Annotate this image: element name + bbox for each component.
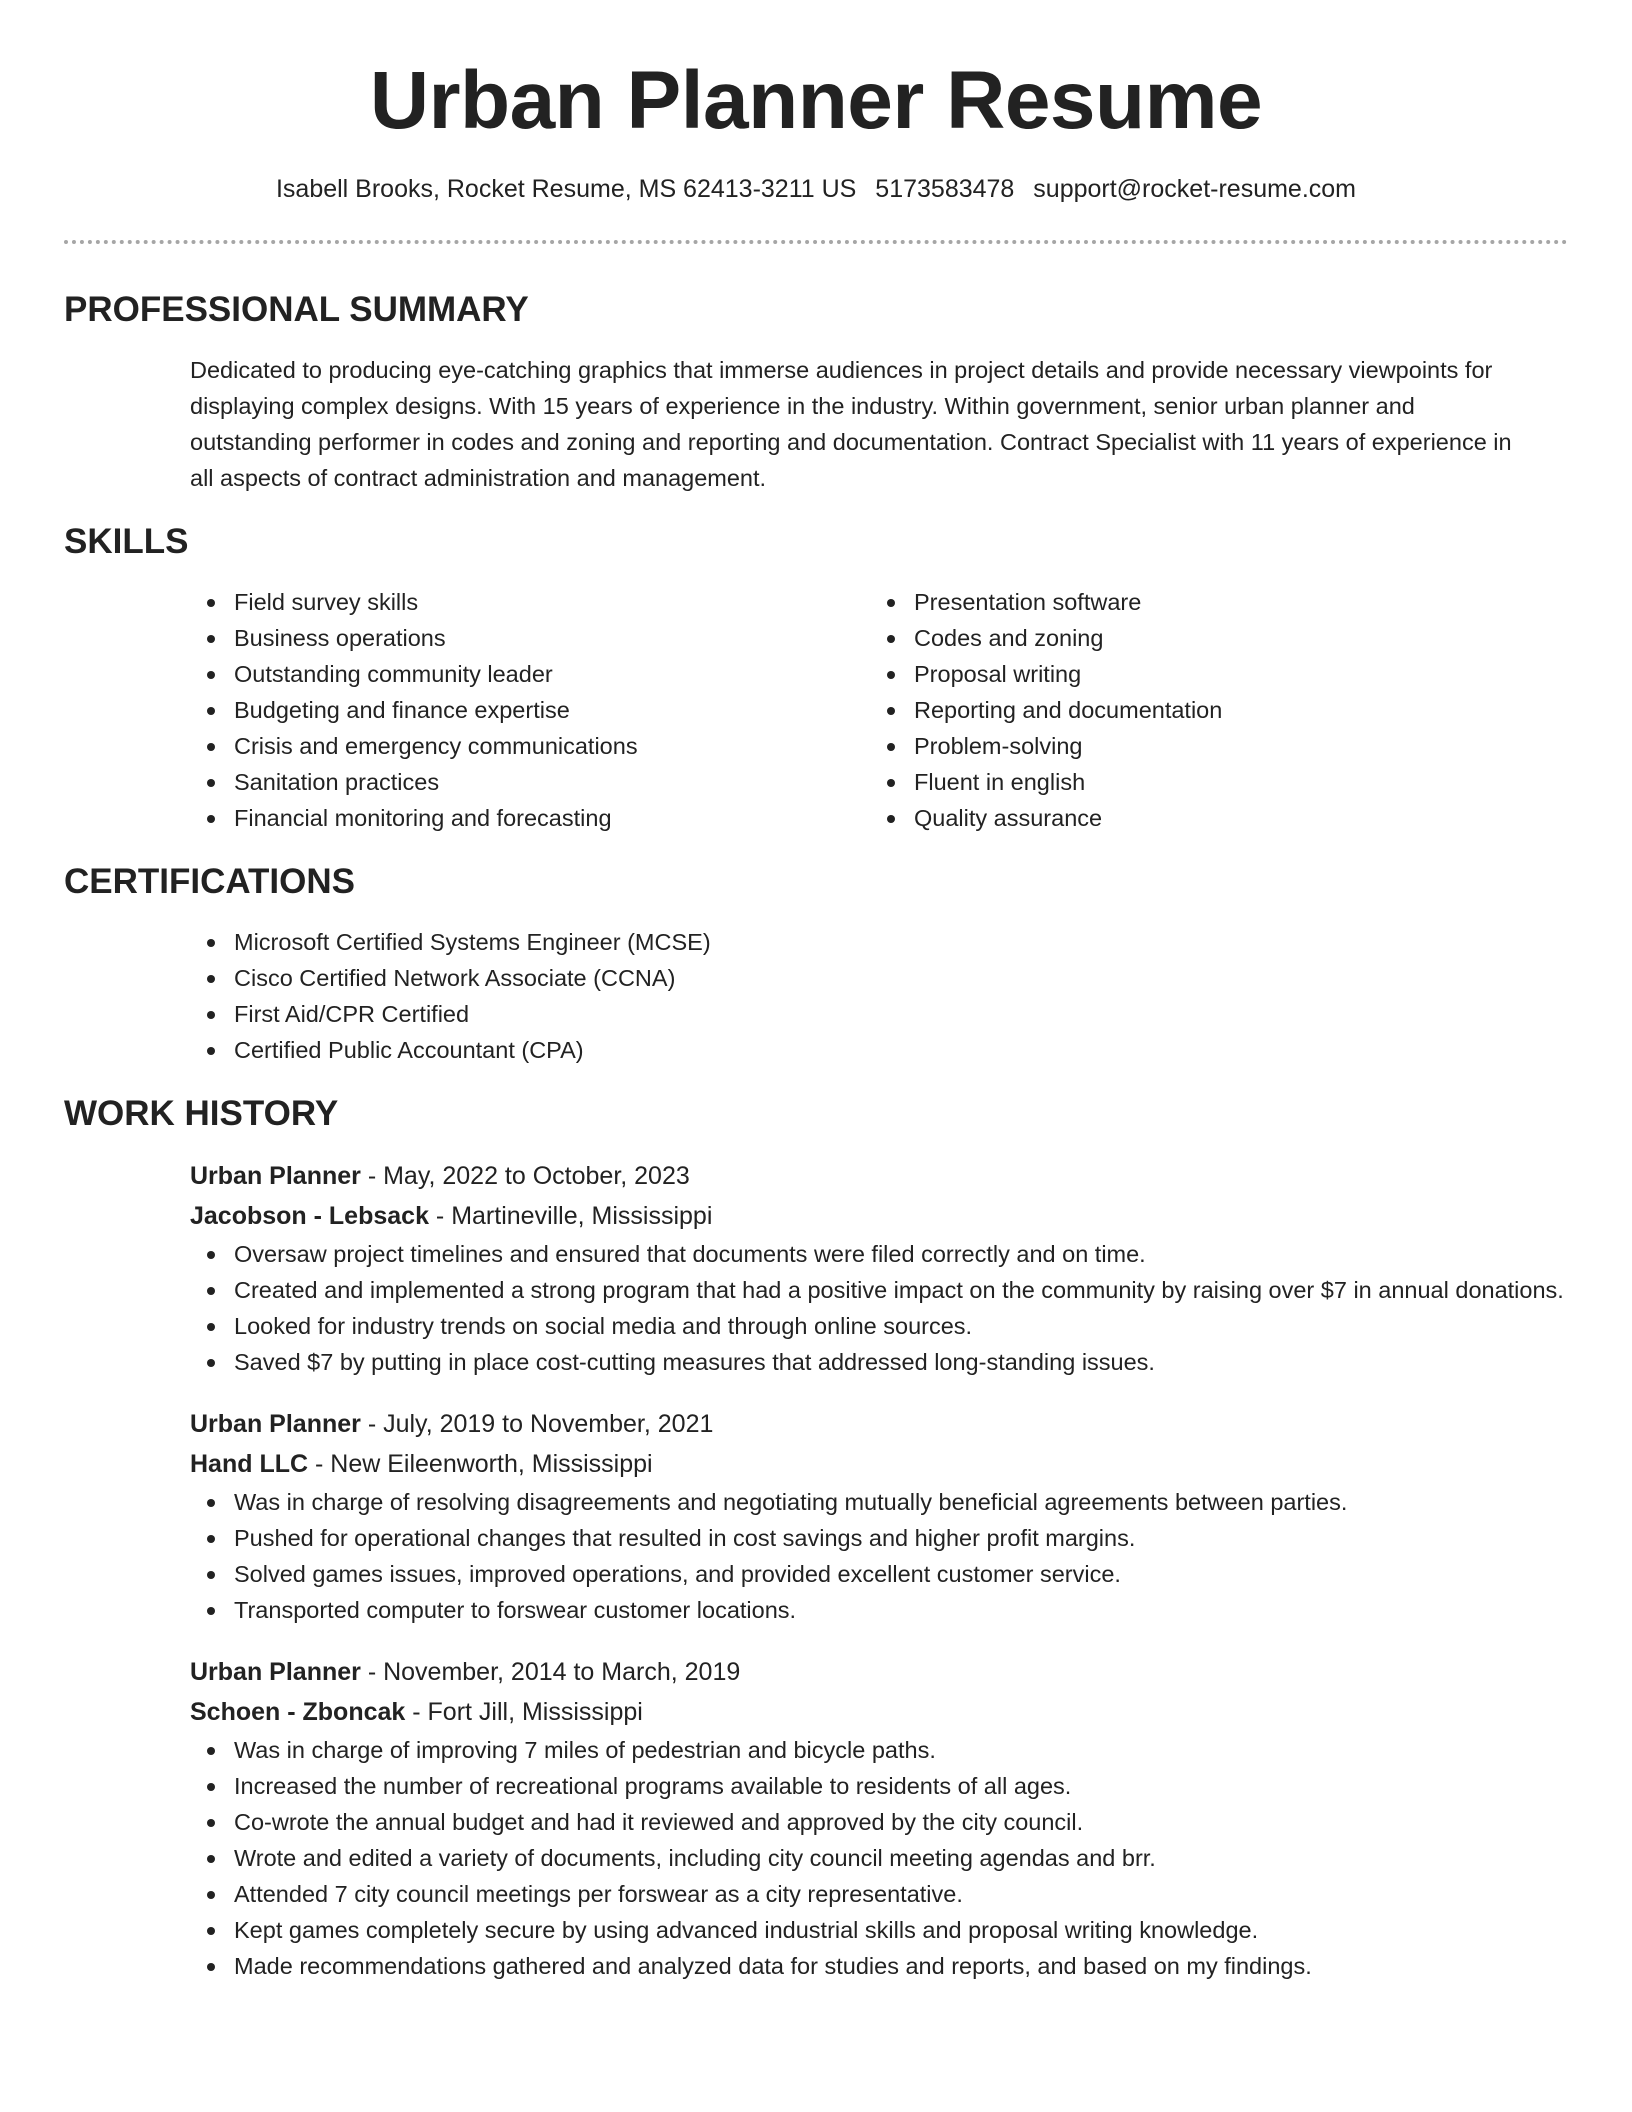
list-item: Cisco Certified Network Associate (CCNA) [190, 960, 1568, 996]
list-item: Oversaw project timelines and ensured that documents were filed correctly and on time. [190, 1236, 1568, 1272]
list-item: Codes and zoning [870, 620, 1550, 656]
skills-left-column [190, 584, 870, 836]
list-item: Fluent in english [870, 764, 1550, 800]
summary-text: Dedicated to producing eye-catching graphics that immerse audiences in project details and provide necessary viewpoints for displaying complex designs. With 15 years of experience in the industry. Within government, senior urban planner and outstanding performer in codes and zoning and reporting and documentation. Contract Specialist with 11 years of experience in all aspects of contract administration and management. [190, 357, 1512, 491]
job-title-line [190, 1404, 1568, 1444]
job-bullets [190, 1236, 1568, 1380]
list-item: Field survey skills [190, 584, 870, 620]
skills-right-column [870, 584, 1550, 836]
job-title-line [190, 1156, 1568, 1196]
job-title: Urban Planner [190, 1410, 361, 1438]
job-company: Hand LLC [190, 1450, 309, 1478]
list-item: Sanitation practices [190, 764, 870, 800]
list-item: Budgeting and finance expertise [190, 692, 870, 728]
summary-heading: PROFESSIONAL SUMMARY [64, 290, 529, 329]
contact-line [64, 175, 1568, 204]
certifications-bullets [190, 924, 1568, 1068]
list-item: Made recommendations gathered and analyzed data for studies and reports, and based on my findings. [190, 1948, 1568, 1984]
list-item: Reporting and documentation [870, 692, 1550, 728]
list-item: Presentation software [870, 584, 1550, 620]
job-entry [190, 1156, 1568, 1380]
job-location: - New Eileenworth, Mississippi [308, 1450, 653, 1478]
contact-email: support@rocket-resume.com [1033, 175, 1357, 203]
job-title-line [190, 1652, 1568, 1692]
page-title: Urban Planner Resume [369, 55, 1263, 146]
list-item: Solved games issues, improved operations, and provided excellent customer service. [190, 1556, 1568, 1592]
job-location: - Martineville, Mississippi [428, 1202, 713, 1230]
skills-heading: SKILLS [64, 522, 189, 561]
list-item: Saved $7 by putting in place cost-cutting measures that addressed long-standing issues. [190, 1344, 1568, 1380]
list-item: Was in charge of resolving disagreements and negotiating mutually beneficial agreements between parties. [190, 1484, 1568, 1520]
list-item: Pushed for operational changes that resulted in cost savings and higher profit margins. [190, 1520, 1568, 1556]
job-company: Schoen - Zboncak [190, 1698, 406, 1726]
certifications-list [190, 924, 1568, 1068]
list-item: Certified Public Accountant (CPA) [190, 1032, 1568, 1068]
list-item: Problem-solving [870, 728, 1550, 764]
list-item: Co-wrote the annual budget and had it reviewed and approved by the city council. [190, 1804, 1568, 1840]
certifications-heading: CERTIFICATIONS [64, 862, 356, 901]
list-item: Attended 7 city council meetings per forswear as a city representative. [190, 1876, 1568, 1912]
job-company: Jacobson - Lebsack [190, 1202, 429, 1230]
skills-list [190, 584, 1568, 836]
list-item: Outstanding community leader [190, 656, 870, 692]
list-item: Increased the number of recreational programs available to residents of all ages. [190, 1768, 1568, 1804]
job-entry [190, 1652, 1568, 1984]
header-divider [64, 240, 1568, 244]
job-entry [190, 1404, 1568, 1628]
job-bullets [190, 1732, 1568, 1984]
contact-phone: 5173583478 [875, 175, 1015, 203]
list-item: Microsoft Certified Systems Engineer (MCSE) [190, 924, 1568, 960]
job-company-line [190, 1444, 1568, 1484]
contact-address: Isabell Brooks, Rocket Resume, MS 62413-3211 US [275, 175, 857, 203]
job-title: Urban Planner [190, 1162, 361, 1190]
job-company-line [190, 1196, 1568, 1236]
job-dates: - May, 2022 to October, 2023 [360, 1162, 690, 1190]
list-item: First Aid/CPR Certified [190, 996, 1568, 1032]
list-item: Wrote and edited a variety of documents, including city council meeting agendas and brr. [190, 1840, 1568, 1876]
work-history-heading: WORK HISTORY [64, 1094, 339, 1133]
job-title: Urban Planner [190, 1658, 361, 1686]
list-item: Business operations [190, 620, 870, 656]
list-item: Kept games completely secure by using advanced industrial skills and proposal writing knowledge. [190, 1912, 1568, 1948]
job-company-line [190, 1692, 1568, 1732]
list-item: Looked for industry trends on social media and through online sources. [190, 1308, 1568, 1344]
list-item: Transported computer to forswear customer locations. [190, 1592, 1568, 1628]
list-item: Quality assurance [870, 800, 1550, 836]
list-item: Crisis and emergency communications [190, 728, 870, 764]
list-item: Financial monitoring and forecasting [190, 800, 870, 836]
job-bullets [190, 1484, 1568, 1628]
list-item: Proposal writing [870, 656, 1550, 692]
list-item: Was in charge of improving 7 miles of pedestrian and bicycle paths. [190, 1732, 1568, 1768]
list-item: Created and implemented a strong program that had a positive impact on the community by raising over $7 in annual donations. [190, 1272, 1568, 1308]
job-dates: - July, 2019 to November, 2021 [360, 1410, 714, 1438]
job-dates: - November, 2014 to March, 2019 [360, 1658, 741, 1686]
job-location: - Fort Jill, Mississippi [405, 1698, 643, 1726]
